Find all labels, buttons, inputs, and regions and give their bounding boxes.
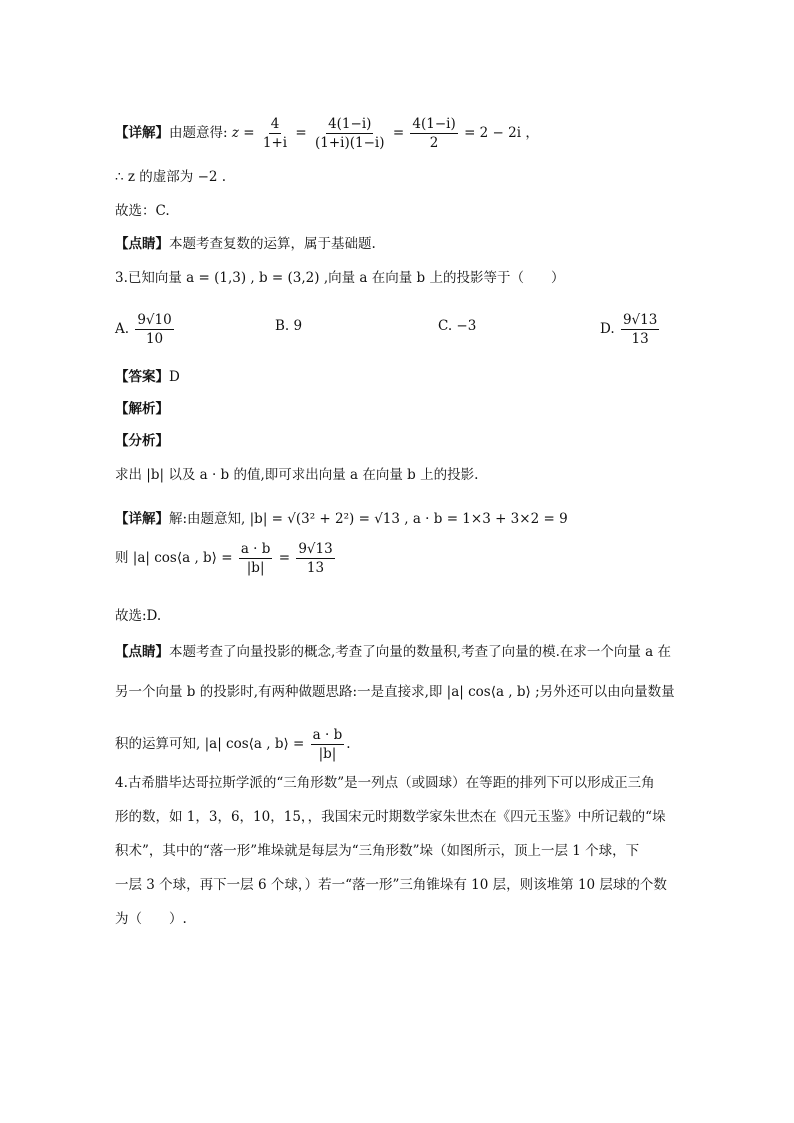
choice-line-d: 故选:D. <box>115 608 162 624</box>
detail-text-2: 解:由题意知, |b| = √(3² + 2²) = √13 , a · b = 1×3 + 3×2 = 9 <box>169 511 568 527</box>
remark-2-line-3: 积的运算可知, |a| cos⟨a , b⟩ = $\frac{a \cdot b}{|b|}$ . <box>115 727 351 763</box>
option-b: B. 9 <box>275 318 303 334</box>
answer-line <box>115 365 180 385</box>
fraction-3: $\frac{4(1-i)}{2}$ <box>412 116 456 152</box>
solution-equation-line: 【详解】由题意得: z = $\frac{4}{1+i}$ = $\frac{4(1-i)}{(1+i)(1-i)}$ = $\frac{4(1-i)}{2}$ = 2 − 2i ， <box>115 116 539 152</box>
eq-z: z = <box>231 125 255 142</box>
choice-line-c: 故选：C. <box>115 203 170 219</box>
remark-label-2: 【点睛】 <box>115 644 169 660</box>
remark-line-1 <box>115 232 376 252</box>
fraction-1: $\frac{4}{1+i}$ <box>262 116 288 152</box>
answer-value: D <box>169 369 180 385</box>
question-4: 4.古希腊毕达哥拉斯学派的“三角形数”是一列点（或圆球）在等距的排列下可以形成正三角 形的数，如 1，3，6，10，15，，我国宋元时期数学家朱世杰在《四元玉鉴》中所记载的“垛 积术”，其中的“落一形”堆垛就是每层为“三角形数”垛（如图所示，顶上一层 1 个球，下 一层 3 个球，再下一层 6 个球，）若一“落一形”三角锥垛有 10 层，则该堆第 10 层球的个数 为（ ）. <box>115 775 667 927</box>
remark-2-line-1: 【点睛】本题考查了向量投影的概念,考查了向量的数量积,考查了向量的模.在求一个向量 a 在 <box>115 644 672 660</box>
option-d: D. $\frac{9√13}{13}$ <box>600 312 658 348</box>
fenxi-heading: 【分析】 <box>115 433 169 449</box>
fenxi-text: 求出 |b| 以及 a · b 的值,即可求出向量 a 在向量 b 上的投影. <box>115 467 479 483</box>
imaginary-part-line: ∴ z 的虚部为 −2 . <box>115 169 227 185</box>
detail-line-2 <box>115 507 568 527</box>
projection-formula-line: 则 |a| cos⟨a , b⟩ = $\frac{a \cdot b}{|b|}$ = $\frac{9√13}{13}$ <box>115 541 333 577</box>
eq-result: = 2 − 2i ， <box>464 125 539 142</box>
answer-label: 【答案】 <box>115 369 169 385</box>
remark-2-line-2: 另一个向量 b 的投影时,有两种做题思路:一是直接求,即 |a| cos⟨a , b⟩ ;另外还可以由向量数量 <box>115 684 675 700</box>
remark-text: 本题考查复数的运算，属于基础题. <box>169 236 376 252</box>
detail-label: 【详解】 <box>115 125 169 142</box>
fraction-2: $\frac{4(1-i)}{(1+i)(1-i)}$ <box>315 116 385 152</box>
question-3: 3.已知向量 a = (1,3) , b = (3,2) ,向量 a 在向量 b 上的投影等于（ ） <box>115 270 565 286</box>
analysis-heading: 【解析】 <box>115 401 169 417</box>
option-a: A. $\frac{9√10}{10}$ <box>115 312 172 348</box>
remark-label: 【点睛】 <box>115 236 169 252</box>
option-c: C. −3 <box>438 318 477 334</box>
detail-text: 由题意得: <box>169 125 228 142</box>
detail-label-2: 【详解】 <box>115 511 169 527</box>
